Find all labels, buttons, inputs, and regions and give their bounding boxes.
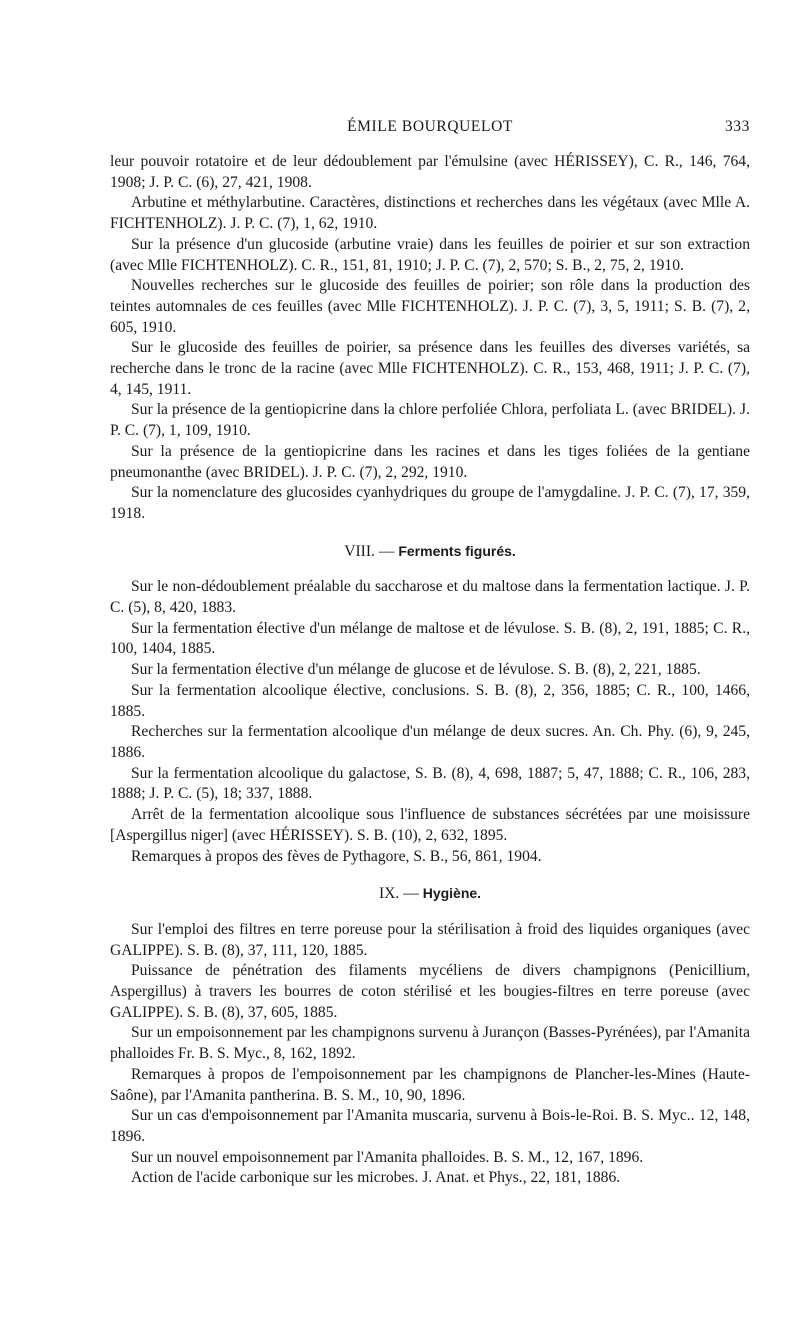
- bibliography-entry: Action de l'acide carbonique sur les microbes. J. Anat. et Phys., 22, 181, 1886.: [131, 1169, 621, 1187]
- page-body: [110, 152, 750, 1189]
- bibliography-entry: Nouvelles recherches sur le glucoside des feuilles de poirier; son rôle dans la production des teintes automnales de ces feuilles (avec Mlle FICHTENHOLZ). J. P. C. (7), 3, 5, 1911; S. B. (7), 2, 605, 1910.: [110, 277, 750, 336]
- page-number: 333: [724, 118, 750, 135]
- bibliography-entry: leur pouvoir rotatoire et de leur dédoublement par l'émulsine (avec HÉRISSEY), C. R., 146, 764, 1908; J. P. C. (6), 27, 421, 1908.: [110, 153, 750, 191]
- section-vii-continued: [110, 152, 750, 525]
- bibliography-entry: Sur un empoisonnement par les champignons survenu à Jurançon (Basses-Pyrénées), par l'Amanita phalloides Fr. B. S. Myc., 8, 162, 1892.: [110, 1024, 750, 1063]
- bibliography-entry: Sur la fermentation alcoolique élective, conclusions. S. B. (8), 2, 356, 1885; C. R., 100, 1466, 1885.: [110, 681, 750, 720]
- bibliography-entry: Sur un cas d'empoisonnement par l'Amanita muscaria, survenu à Bois-le-Roi. B. S. Myc.. 12, 148, 1896.: [110, 1107, 750, 1145]
- bibliography-entry: Sur la nomenclature des glucosides cyanhydriques du groupe de l'amygdaline. J. P. C. (7), 17, 359, 1918.: [110, 484, 750, 522]
- section-viii: [110, 577, 750, 867]
- bibliography-entry: Sur la présence de la gentiopicrine dans les racines et dans les tiges foliées de la gentiane pneumonanthe (avec BRIDEL). J. P. C. (7), 2, 292, 1910.: [110, 442, 750, 481]
- bibliography-entry: Puissance de pénétration des filaments mycéliens de divers champignons (Penicillium, Aspergillus) à travers les bourres de coton stérilisé et les bougies-filtres en terre poreuse (avec GALIPPE). S. B. (8), 37, 605, 1885.: [110, 962, 750, 1021]
- bibliography-entry: Sur l'emploi des filtres en terre poreuse pour la stérilisation à froid des liquides organiques (avec GALIPPE). S. B. (8), 37, 111, 120, 1885.: [110, 920, 750, 959]
- section-numeral: IX. —: [378, 885, 419, 903]
- bibliography-entry: Sur le glucoside des feuilles de poirier, sa présence dans les feuilles des diverses variétés, sa recherche dans le tronc de la racine (avec Mlle FICHTENHOLZ). C. R., 153, 468, 1911; J. P. C. (7), 4, 145, 1911.: [110, 339, 750, 398]
- bibliography-entry: Recherches sur la fermentation alcoolique d'un mélange de deux sucres. An. Ch. Phy. (6), 9, 245, 1886.: [110, 723, 750, 761]
- bibliography-entry: Remarques à propos des fèves de Pythagore, S. B., 56, 861, 1904.: [131, 847, 542, 865]
- section-heading-ix: [110, 883, 750, 905]
- bibliography-entry: Sur la présence d'un glucoside (arbutine vraie) dans les feuilles de poirier et sur son extraction (avec Mlle FICHTENHOLZ). C. R., 151, 81, 1910; J. P. C. (7), 2, 570; S. B., 2, 75, 2, 1910.: [110, 235, 750, 274]
- bibliography-entry: Sur la fermentation alcoolique du galactose, S. B. (8), 4, 698, 1887; 5, 47, 1888; C. R., 106, 283, 1888; J. P. C. (5), 18; 337, 1888.: [110, 764, 750, 803]
- bibliography-entry: Sur la présence de la gentiopicrine dans la chlore perfoliée Chlora, perfoliata L. (avec BRIDEL). J. P. C. (7), 1, 109, 1910.: [110, 401, 750, 440]
- running-title: ÉMILE BOURQUELOT: [347, 118, 513, 135]
- section-title: Hygiène.: [422, 885, 482, 902]
- bibliography-entry: Sur la fermentation élective d'un mélange de maltose et de lévulose. S. B. (8), 2, 191, 1885; C. R., 100, 1404, 1885.: [110, 619, 750, 658]
- bibliography-entry: Sur la fermentation élective d'un mélange de glucose et de lévulose. S. B. (8), 2, 221, 1885.: [131, 661, 701, 679]
- bibliography-entry: Sur le non-dédoublement préalable du saccharose et du maltose dans la fermentation lactique. J. P. C. (5), 8, 420, 1883.: [110, 578, 750, 617]
- page-header: [110, 118, 750, 138]
- bibliography-entry: Arbutine et méthylarbutine. Caractères, distinctions et recherches dans les végétaux (avec Mlle A. FICHTENHOLZ). J. P. C. (7), 1, 62, 1910.: [110, 194, 750, 233]
- bibliography-entry: Sur un nouvel empoisonnement par l'Amanita phalloides. B. S. M., 12, 167, 1896.: [131, 1148, 644, 1166]
- bibliography-entry: Arrêt de la fermentation alcoolique sous l'influence de substances sécrétées par une moisissure [Aspergillus niger] (avec HÉRISSEY). S. B. (10), 2, 632, 1895.: [110, 806, 750, 844]
- section-heading-viii: [110, 541, 750, 563]
- bibliography-entry: Remarques à propos de l'empoisonnement par les champignons de Plancher-les-Mines (Haute-Saône), par l'Amanita pantherina. B. S. M., 10, 90, 1896.: [110, 1065, 750, 1104]
- section-numeral: VIII. —: [344, 542, 395, 560]
- section-ix: [110, 920, 750, 1189]
- section-title: Ferments figurés.: [398, 542, 516, 559]
